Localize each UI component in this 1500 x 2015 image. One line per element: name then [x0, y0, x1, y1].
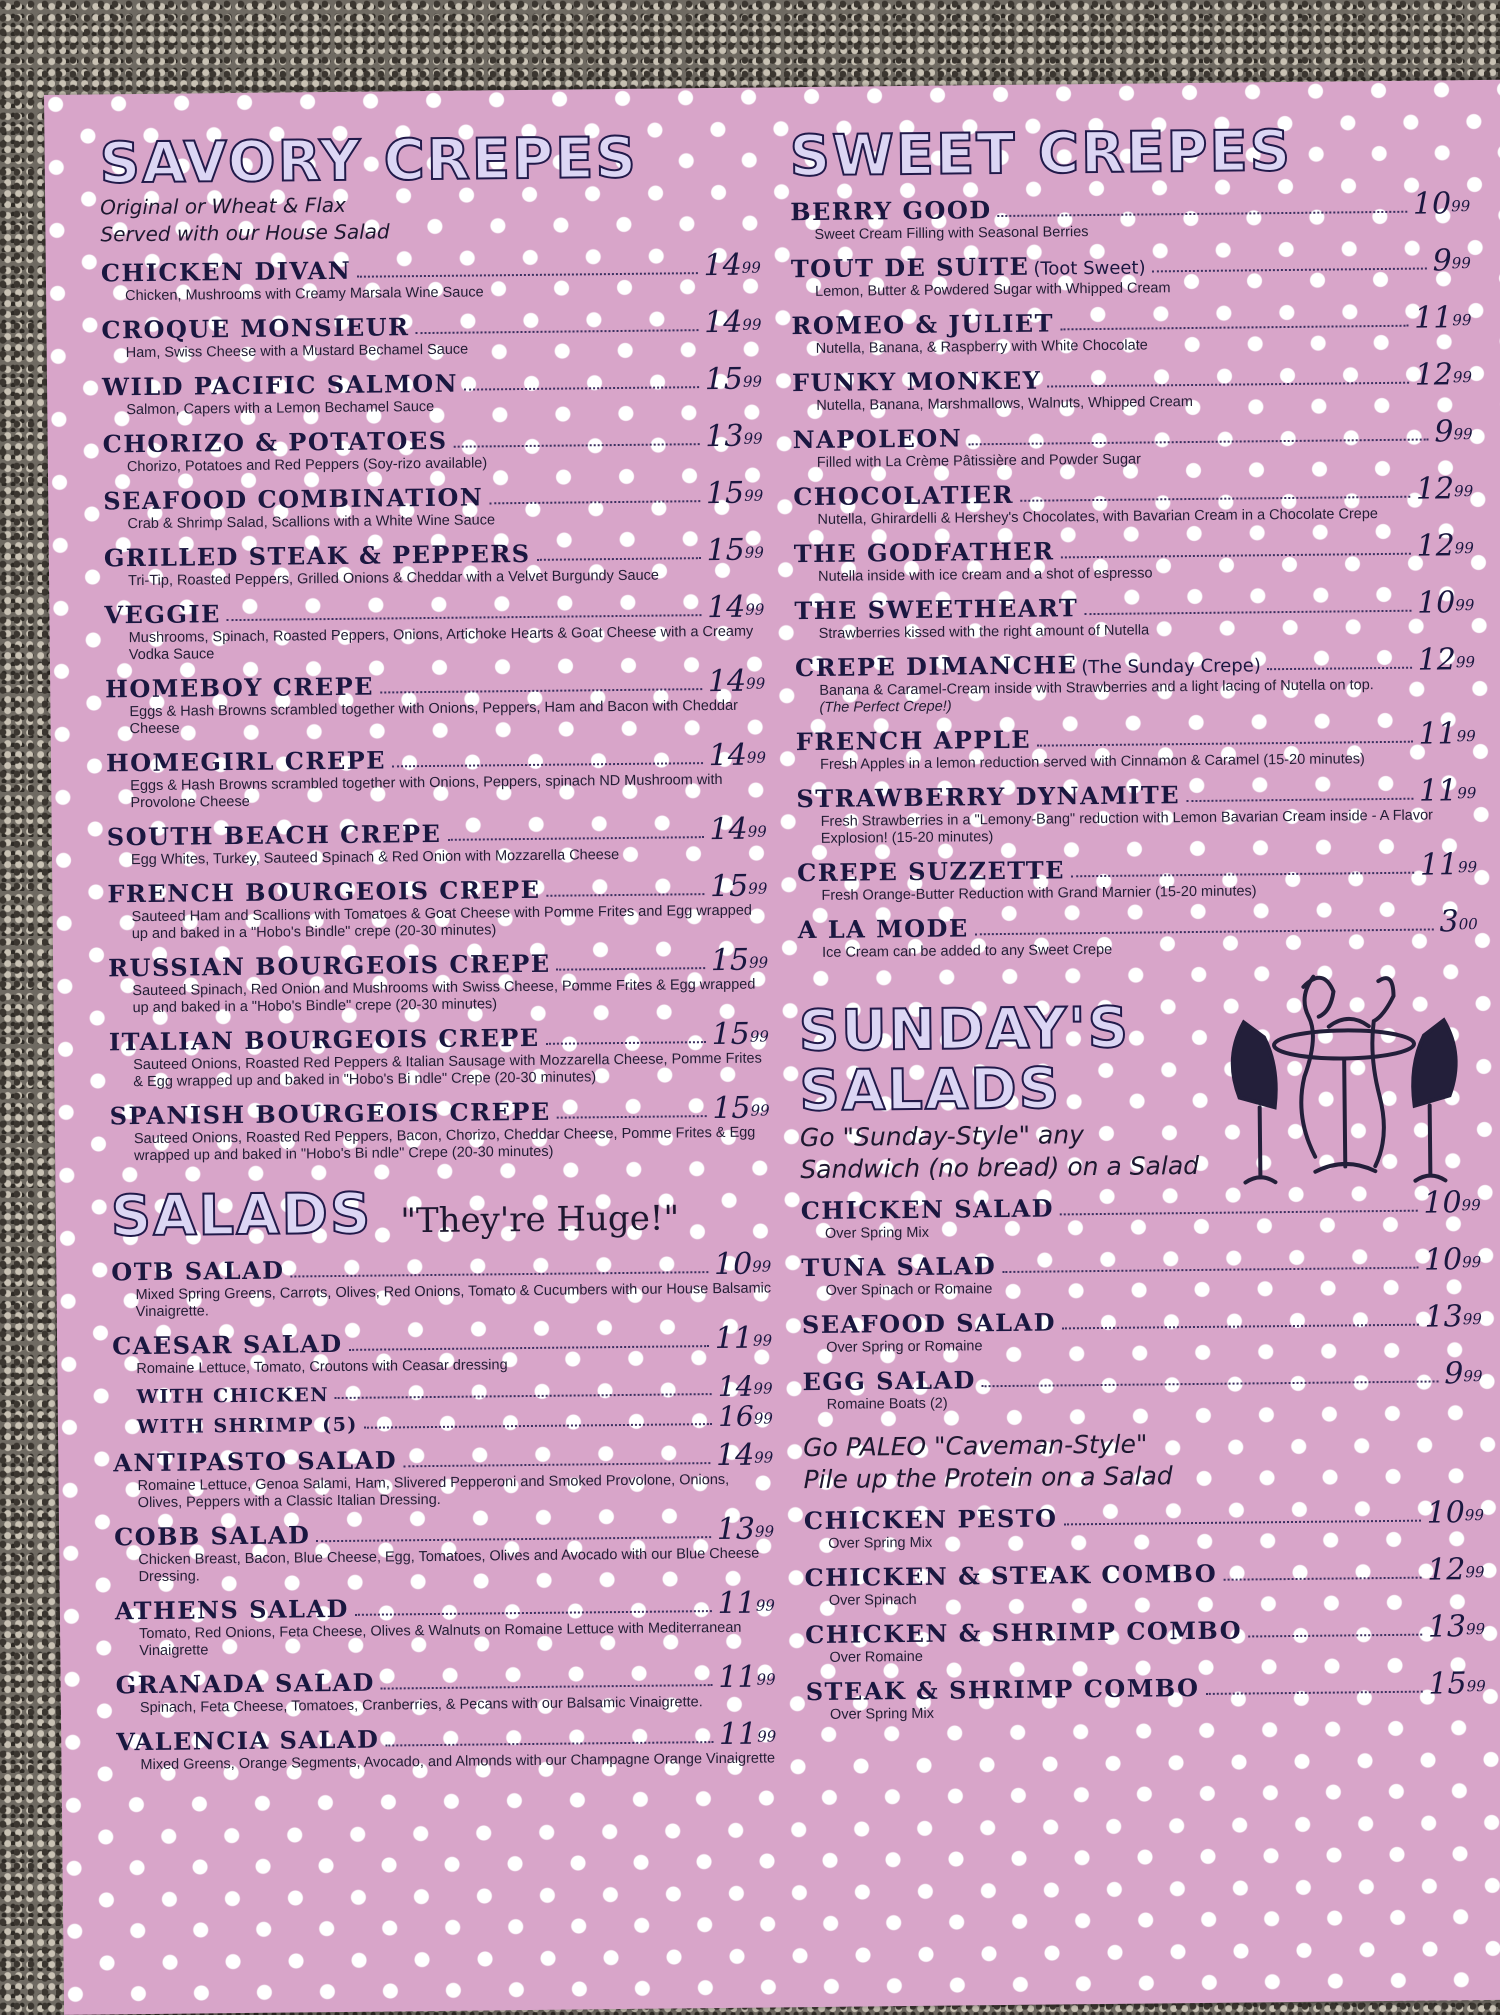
item-name: FRENCH APPLE: [795, 724, 1032, 757]
subitem-name: WITH CHICKEN: [136, 1384, 330, 1409]
dot-leader: [385, 1741, 713, 1746]
item-name-note: (The Sunday Crepe): [1081, 655, 1261, 679]
item-price: $3^{00}$: [1439, 904, 1478, 940]
dot-leader: [1152, 268, 1427, 273]
item-description: Mushrooms, Spinach, Roasted Peppers, Onions, Artichoke Hearts & Goat Cheese with a Creamy Vodka Sauce: [128, 623, 754, 664]
item-description: Romaine Lettuce, Tomato, Croutons with Ceasar dressing: [136, 1357, 508, 1378]
menu-item: [790, 186, 1471, 244]
menu-item: [801, 1242, 1482, 1300]
item-price: $11^{99}$: [1418, 716, 1476, 752]
item-name: SOUTH BEACH CREPE: [106, 818, 442, 852]
dot-leader: [1047, 382, 1408, 388]
dot-leader: [381, 1684, 713, 1689]
item-description: Mixed Spring Greens, Carrots, Olives, Red Onions, Tomato & Cucumbers with our House Balsamic Vinaigrette.: [135, 1280, 772, 1321]
item-name: FUNKY MONKEY: [791, 365, 1042, 398]
dot-leader: [547, 893, 705, 897]
item-description: Crab & Shrimp Salad, Scallions with a White Wine Sauce: [127, 512, 496, 533]
item-price: $14^{99}$: [709, 811, 767, 848]
menu-item: [797, 847, 1478, 905]
item-price: $10^{99}$: [1423, 1242, 1482, 1278]
item-price: $15^{99}$: [712, 1090, 770, 1127]
subitem-price: $16^{99}$: [717, 1399, 773, 1434]
menu-item: [111, 1246, 772, 1321]
item-description: Eggs & Hash Browns scrambled together with Onions, Peppers, spinach ND Mushroom with Provolone Cheese: [130, 771, 723, 812]
item-description: Romaine Boats (2): [826, 1395, 948, 1413]
left-column: [99, 125, 777, 1775]
sundays-tagline-2: Sandwich (no bread) on a Salad: [800, 1150, 1200, 1185]
menu-item: [793, 528, 1474, 586]
dot-leader: [1020, 496, 1410, 502]
dot-leader: [1223, 1577, 1421, 1581]
item-name: CHICKEN & SHRIMP COMBO: [805, 1615, 1243, 1650]
item-description: Over Romaine: [829, 1648, 923, 1666]
menu-item: [791, 300, 1472, 358]
item-price: $15^{99}$: [704, 361, 763, 398]
item-name: OTB SALAD: [111, 1255, 285, 1287]
dot-leader: [1071, 872, 1414, 878]
item-name: GRANADA SALAD: [115, 1667, 375, 1700]
menu-item: [800, 1185, 1481, 1243]
item-name-note: (Toot Sweet): [1033, 257, 1146, 280]
item-price: $13^{99}$: [705, 418, 763, 455]
salads-list: [113, 1437, 777, 1774]
item-price: $13^{99}$: [716, 1511, 775, 1548]
paleo-tagline-1: Go PALEO "Caveman-Style": [803, 1429, 1148, 1463]
item-name: CREPE DIMANCHE (The Sunday Crepe): [794, 650, 1261, 683]
item-name: CHICKEN & STEAK COMBO: [804, 1558, 1218, 1593]
menu-item: [109, 1090, 771, 1165]
savory-subtitle-1: Original or Wheat & Flax: [100, 192, 347, 220]
salads-heading: SALADS: [110, 1181, 373, 1250]
item-price: $12^{99}$: [1416, 528, 1474, 564]
item-name: CAESAR SALAD: [111, 1328, 343, 1361]
item-description: Over Spring Mix: [828, 1534, 933, 1552]
item-price: $14^{99}$: [706, 589, 765, 626]
item-description: Over Spring Mix: [829, 1705, 935, 1723]
item-description: Over Spinach or Romaine: [825, 1281, 993, 1299]
dot-leader: [982, 1380, 1438, 1387]
dot-leader: [447, 836, 703, 841]
item-description: Chorizo, Potatoes and Red Peppers (Soy-rizo available): [126, 455, 488, 476]
dot-leader: [975, 928, 1434, 935]
dot-leader: [546, 1041, 706, 1045]
menu-item: [794, 642, 1476, 717]
dot-leader: [464, 386, 699, 390]
menu-item: [797, 904, 1478, 962]
dot-leader: [316, 1536, 711, 1542]
item-description: Over Spring Mix: [824, 1224, 930, 1242]
dot-leader: [364, 1423, 712, 1429]
item-price: $11^{99}$: [714, 1320, 773, 1357]
item-price: $14^{99}$: [707, 663, 766, 700]
item-description: Chicken Breast, Bacon, Blue Cheese, Egg, Tomatoes, Olives and Avocado with our Blue Cheese Dressing.: [138, 1545, 760, 1586]
menu-item: [107, 868, 768, 943]
item-name: THE GODFATHER: [793, 536, 1055, 569]
menu-item: [108, 1016, 770, 1091]
item-price: $9^{99}$: [1444, 1356, 1483, 1392]
dot-leader: [291, 1271, 709, 1277]
menu-item: [113, 1511, 775, 1586]
item-name: ITALIAN BOURGEOIS CREPE: [108, 1022, 540, 1057]
item-price: $15^{99}$: [709, 868, 768, 905]
item-name: EGG SALAD: [802, 1365, 977, 1397]
item-name: GRILLED STEAK & PEPPERS: [103, 538, 531, 573]
sundays-tagline-1: Go "Sunday-Style" any: [799, 1120, 1085, 1153]
item-name: WILD PACIFIC SALMON: [101, 368, 459, 402]
item-name: ROMEO & JULIET: [791, 308, 1055, 341]
item-price: $11^{99}$: [1413, 300, 1472, 336]
menu-item: [101, 361, 763, 419]
menu-item: [103, 532, 764, 590]
item-description: Ham, Swiss Cheese with a Mustard Bechamel Sauce: [125, 341, 469, 362]
dot-leader: [227, 614, 701, 621]
item-description: Sauteed Ham and Scallions with Tomatoes & Goat Cheese with Pomme Frites and Egg wrapped up and baked in a "Hobo's Bindle" crepe (20-30 minutes): [131, 902, 753, 943]
dot-leader: [335, 1393, 712, 1399]
savory-crepes-heading: SAVORY CREPES: [99, 125, 639, 197]
dot-leader: [1060, 325, 1408, 331]
item-price: $12^{99}$: [1415, 471, 1474, 507]
item-name: VEGGIE: [104, 599, 222, 630]
dot-leader: [1248, 1634, 1422, 1638]
item-price: $14^{99}$: [715, 1437, 774, 1474]
item-price: $13^{99}$: [1427, 1609, 1486, 1645]
item-name: ATHENS SALAD: [114, 1593, 350, 1626]
item-price: $15^{99}$: [706, 532, 764, 569]
item-description: Ice Cream can be added to any Sweet Crepe: [821, 941, 1113, 961]
item-name: CHICKEN SALAD: [800, 1193, 1055, 1226]
dot-leader: [1061, 553, 1411, 559]
dot-leader: [349, 1345, 709, 1351]
item-price: $11^{99}$: [718, 1659, 776, 1696]
item-description-note: (The Perfect Crepe!): [819, 698, 952, 716]
item-name: THE SWEETHEART: [794, 593, 1079, 626]
menu-item: [791, 357, 1473, 415]
menu-item: [805, 1666, 1486, 1724]
item-description: Over Spring or Romaine: [826, 1338, 983, 1356]
dot-leader: [454, 443, 700, 448]
item-description: Filled with La Crème Pâtissière and Powder Sugar: [816, 451, 1141, 471]
menu-item: [101, 304, 762, 363]
sundays-heading-line2: SALADS: [799, 1056, 1062, 1125]
item-name: NAPOLEON: [792, 423, 963, 455]
dot-leader: [416, 329, 699, 334]
item-price: $11^{99}$: [717, 1585, 775, 1622]
dot-leader: [355, 1610, 712, 1616]
item-description: Egg Whites, Turkey, Sauteed Spinach & Red Onion with Mozzarella Cheese: [130, 847, 620, 869]
dot-leader: [1064, 1520, 1421, 1526]
dot-leader: [1062, 1324, 1419, 1330]
menu-sheet: [44, 80, 1500, 2015]
item-name: SEAFOOD SALAD: [801, 1307, 1057, 1340]
item-description: Lemon, Butter & Powdered Sugar with Whipped Cream: [815, 280, 1171, 300]
item-name: HOMEBOY CREPE: [105, 671, 375, 704]
dot-leader: [537, 557, 701, 561]
item-price: $9^{99}$: [1434, 414, 1473, 450]
item-name: CHOCOLATIER: [793, 479, 1015, 512]
item-description: Tomato, Red Onions, Feta Cheese, Olives & Walnuts on Romaine Lettuce with Mediterranean Vinaigrette: [139, 1619, 742, 1660]
savory-list: [100, 247, 770, 1166]
dot-leader: [1002, 1267, 1418, 1273]
item-name: SPANISH BOURGEOIS CREPE: [109, 1096, 551, 1131]
item-price: $12^{99}$: [1427, 1552, 1485, 1588]
item-description: Salmon, Capers with a Lemon Bechamel Sauce: [126, 398, 435, 419]
paleo-tagline-2: Pile up the Protein on a Salad: [803, 1461, 1173, 1495]
item-name: CREPE SUZZETTE: [797, 855, 1066, 888]
item-name: FRENCH BOURGEOIS CREPE: [107, 874, 541, 909]
item-description: Over Spinach: [828, 1591, 917, 1609]
cafe-couple-illustration: [1218, 965, 1470, 1198]
item-description: Sauteed Onions, Roasted Red Peppers & Italian Sausage with Mozzarella Cheese, Pomme Frites & Egg wrapped up and baked in "Hobo's Bi ndle" Crepe (20-30 minutes): [133, 1050, 762, 1091]
item-description: Spinach, Feta Cheese, Tomatoes, Cranberries, & Pecans with our Balsamic Vinaigrette.: [139, 1694, 703, 1717]
dot-leader: [403, 1462, 710, 1467]
menu-item: [805, 1609, 1486, 1667]
item-description: Nutella, Banana, Marshmallows, Walnuts, Whipped Cream: [816, 393, 1193, 414]
item-name: STEAK & SHRIMP COMBO: [805, 1672, 1200, 1707]
item-price: $14^{99}$: [703, 304, 762, 341]
item-price: $15^{99}$: [705, 475, 764, 512]
item-description: Mixed Greens, Orange Segments, Avocado, and Almonds with our Champagne Orange Vinaigrette: [140, 1750, 776, 1774]
item-description: Nutella, Ghirardelli & Hershey's Chocolates, with Bavarian Cream in a Chocolate Crepe: [817, 506, 1379, 528]
menu-item: [102, 418, 763, 476]
item-description: Fresh Orange-Butter Reduction with Grand Marnier (15-20 minutes): [821, 883, 1257, 904]
item-description: Tri-Tip, Roasted Peppers, Grilled Onions & Cheddar with a Velvet Burgundy Sauce: [128, 567, 660, 590]
dot-leader: [557, 1115, 707, 1119]
item-price: $11^{99}$: [1419, 847, 1478, 883]
item-price: $15^{99}$: [711, 1016, 769, 1053]
menu-item: [793, 471, 1474, 529]
subitem-price: $14^{99}$: [717, 1369, 773, 1404]
dot-leader: [968, 439, 1428, 446]
dot-leader: [1037, 741, 1412, 747]
menu-item: [792, 414, 1473, 472]
menu-item: [804, 1552, 1485, 1610]
menu-item: [796, 773, 1477, 848]
item-name: COBB SALAD: [113, 1520, 311, 1552]
sundays-salads-header: [799, 995, 1481, 1186]
sweet-crepes-heading: SWEET CREPES: [789, 118, 1293, 190]
menu-item: [803, 1495, 1485, 1553]
item-description: Nutella, Banana, & Raspberry with White Chocolate: [815, 337, 1148, 357]
item-price: $12^{99}$: [1417, 642, 1476, 678]
item-price: $9^{99}$: [1432, 243, 1471, 279]
item-price: $13^{99}$: [1424, 1299, 1482, 1335]
dot-leader: [357, 272, 697, 278]
menu-item: [106, 811, 767, 869]
item-price: $10^{99}$: [1416, 585, 1475, 621]
dot-leader: [1205, 1691, 1422, 1695]
item-description: Strawberries kissed with the right amount of Nutella: [818, 622, 1150, 642]
dot-leader: [1186, 798, 1413, 802]
item-price: $12^{99}$: [1414, 357, 1473, 393]
sundays-heading-line1: SUNDAY'S: [798, 995, 1131, 1065]
item-description: Romaine Lettuce, Genoa Salami, Ham, Slivered Pepperoni and Smoked Provolone, Onions, Olives, Peppers with a Classic Italian Dressing.: [137, 1471, 730, 1512]
item-name: CHICKEN DIVAN: [100, 255, 352, 288]
subitem-name: WITH SHRIMP (5): [136, 1413, 358, 1439]
menu-item: [113, 1437, 774, 1512]
item-name: SEAFOOD COMBINATION: [103, 482, 484, 516]
item-name: CROQUE MONSIEUR: [101, 312, 410, 345]
item-description: Nutella inside with ice cream and a shot of espresso: [818, 565, 1153, 585]
menu-item: [105, 663, 766, 738]
salads-heading-row: [110, 1180, 771, 1250]
item-description: Fresh Strawberries in a "Lemony-Bang" reduction with Lemon Bavarian Cream inside - A Flavor Explosion! (15-20 minutes): [820, 807, 1434, 847]
item-price: $15^{99}$: [1428, 1666, 1486, 1702]
item-price: $10^{99}$: [713, 1246, 772, 1283]
item-price: $14^{99}$: [703, 247, 761, 284]
item-price: $15^{99}$: [710, 942, 769, 979]
dot-leader: [557, 967, 705, 971]
right-column: [789, 120, 1486, 1724]
item-name: CHICKEN PESTO: [803, 1503, 1058, 1536]
item-description: Sauteed Onions, Roasted Red Peppers, Bacon, Chorizo, Cheddar Cheese, Pomme Frites & Egg wrapped up and baked in "Hobo's Bi ndle" Crepe (20-30 minutes): [133, 1124, 756, 1165]
menu-item: [103, 475, 764, 533]
item-description: Fresh Apples in a lemon reduction served with Cinnamon & Caramel (15-20 minutes): [819, 751, 1365, 773]
item-price: $11^{99}$: [1418, 773, 1477, 809]
item-description: Eggs & Hash Browns scrambled together with Onions, Peppers, Ham and Bacon with Cheddar Cheese: [129, 697, 739, 738]
menu-item: [795, 716, 1476, 774]
item-name: STRAWBERRY DYNAMITE: [796, 780, 1181, 814]
menu-item: [794, 585, 1475, 643]
menu-item: [115, 1659, 776, 1717]
item-price: $10^{99}$: [1423, 1185, 1481, 1221]
salads-tagline: "They're Huge!": [400, 1198, 680, 1242]
item-price: $11^{99}$: [718, 1716, 777, 1753]
menu-item: [105, 737, 767, 812]
menu-item: [111, 1320, 773, 1439]
item-name: CHORIZO & POTATOES: [102, 425, 448, 459]
item-price: $10^{99}$: [1412, 186, 1471, 222]
menu-item: [790, 243, 1471, 301]
sweet-list: [790, 186, 1478, 962]
item-description: Sauteed Spinach, Red Onion and Mushrooms with Swiss Cheese, Pomme Frites & Egg wrapped up and baked in a "Hobo's Bindle" crepe (20-30 minutes): [132, 976, 756, 1017]
item-name: BERRY GOOD: [790, 195, 992, 227]
menu-item: [802, 1356, 1483, 1414]
dot-leader: [380, 688, 702, 693]
dot-leader: [392, 762, 703, 767]
dot-leader: [1084, 610, 1411, 615]
dot-leader: [1060, 1210, 1417, 1216]
dot-leader: [998, 211, 1407, 217]
dot-leader: [489, 500, 700, 504]
menu-item: [116, 1716, 777, 1774]
item-name: A LA MODE: [797, 913, 969, 945]
item-name: TOUT DE SUITE (Toot Sweet): [790, 251, 1146, 284]
item-name: ANTIPASTO SALAD: [113, 1445, 398, 1478]
paleo-list: [803, 1495, 1486, 1724]
menu-item: [107, 942, 769, 1017]
menu-item: [104, 589, 765, 664]
item-name: HOMEGIRL CREPE: [105, 745, 387, 778]
savory-subtitle-2: Served with our House Salad: [100, 219, 390, 247]
item-name: TUNA SALAD: [801, 1251, 997, 1283]
item-price: $14^{99}$: [708, 737, 767, 774]
item-name: VALENCIA SALAD: [116, 1724, 380, 1757]
menu-item: [114, 1585, 776, 1660]
menu-item: [100, 247, 761, 306]
item-name: RUSSIAN BOURGEOIS CREPE: [107, 948, 551, 983]
item-description: Chicken, Mushrooms with Creamy Marsala Wine Sauce: [125, 284, 484, 305]
sundays-salads-list: [800, 1185, 1483, 1414]
item-price: $10^{99}$: [1426, 1495, 1485, 1531]
item-description: Sweet Cream Filling with Seasonal Berries: [814, 224, 1089, 243]
menu-item: [801, 1299, 1482, 1357]
item-description: Banana & Caramel-Cream inside with Strawberries and a light lacing of Nutella on top.: [819, 677, 1374, 699]
dot-leader: [1267, 667, 1412, 671]
